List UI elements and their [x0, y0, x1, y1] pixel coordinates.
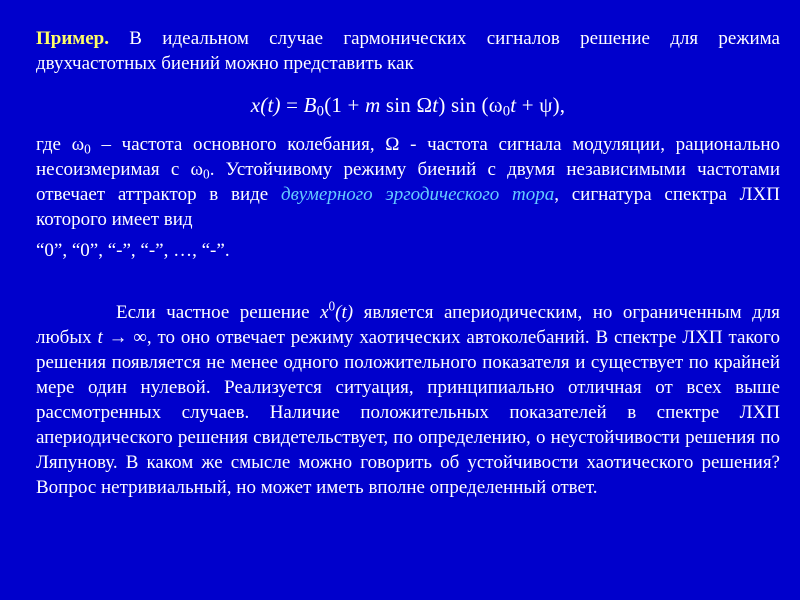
example-label: Пример.	[36, 28, 109, 49]
highlighted-term: двумерного эргодического тора	[280, 184, 555, 205]
definition-paragraph: где $\omega_0$ – частота основного колебания, Ω - частота сигнала модуляции, рационально несоизмеримая с $\omega_0$. Устойчивому режиму биений с двумя независимыми частотами отвечает аттрактор в виде двумерного эргодического тора, сигнатура спектра ЛХП которого имеет вид	[36, 134, 781, 230]
intro-text: В идеальном случае гармонических сигналов решение для режима двухчастотных биений можно представить как	[36, 28, 780, 74]
intro-paragraph	[36, 26, 780, 76]
slide-content	[36, 26, 780, 500]
spectrum-signature: “0”, “0”, “-”, “-”, …, “-”.	[36, 240, 230, 261]
formula: $x(t) = B_0(1 + m$ sin Ωt) $\sin (\omega_0t + \psi)$,	[250, 93, 566, 120]
chaos-paragraph: Если частное решение $x^0(t)$ является апериодическим, но ограниченным для любых t → ∞, то оно отвечает режиму хаотических автоколебаний. В спектре ЛХП такого решения появляется не менее одного положительного показателя и существует по крайней мере один нулевой. Реализуется ситуация, принципиально отличная от всех выше рассмотренных случаев. Наличие положительных показателей в спектре ЛХП апериодического решения свидетельствует, по определению, о неустойчивости решения по Ляпунову. В каком же смысле можно говорить об устойчивости хаотического решения? Вопрос нетривиальный, но может иметь вполне определенный ответ.	[36, 298, 781, 498]
